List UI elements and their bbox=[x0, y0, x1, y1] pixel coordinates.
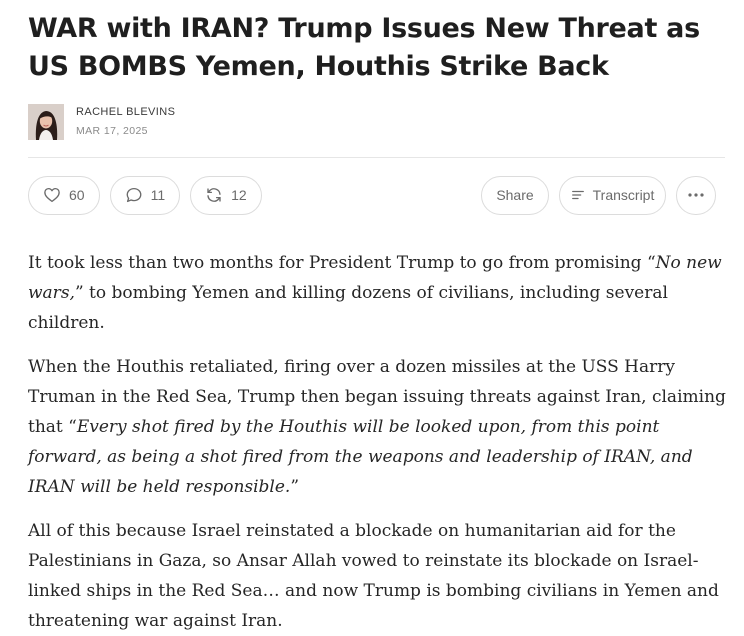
ellipsis-icon bbox=[687, 192, 705, 198]
author-avatar[interactable] bbox=[28, 104, 64, 140]
byline bbox=[28, 104, 716, 140]
share-label: Share bbox=[496, 187, 534, 203]
paragraph-2-quote: Every shot fired by the Houthis will be looked upon, from this point forward, as being a shot fired from the weapons and leadership of IRAN, and IRAN will be held responsible. bbox=[28, 417, 693, 497]
restack-button[interactable] bbox=[190, 176, 262, 215]
author-name[interactable]: RACHEL BLEVINS bbox=[76, 106, 176, 118]
paragraph-3: All of this because Israel reinstated a blockade on humanitarian aid for the Palestinians in Gaza, so Ansar Allah vowed to reinstate its blockade on Israel-linked ships in the Red Sea… and now Trump is bombing civilians in Yemen and threatening war against Iran. bbox=[28, 521, 719, 631]
share-button[interactable] bbox=[481, 176, 549, 215]
transcript-button[interactable] bbox=[559, 176, 666, 215]
comment-button[interactable] bbox=[110, 176, 181, 215]
paragraph-1 bbox=[28, 248, 728, 338]
transcript-label: Transcript bbox=[592, 187, 655, 203]
lines-icon bbox=[571, 188, 585, 202]
comment-count: 11 bbox=[150, 187, 166, 203]
more-options-button[interactable] bbox=[676, 176, 716, 215]
post-body bbox=[28, 248, 728, 636]
like-count: 60 bbox=[69, 187, 85, 203]
paragraph-1-text-a: It took less than two months for President Trump to go from promising “ bbox=[28, 253, 656, 273]
paragraph-2 bbox=[28, 352, 728, 502]
heart-icon bbox=[43, 186, 61, 204]
avatar-image bbox=[28, 104, 64, 140]
paragraph-1-text-b: ” to bombing Yemen and killing dozens of civilians, including several children. bbox=[28, 283, 668, 333]
post-date: MAR 17, 2025 bbox=[76, 125, 148, 137]
restack-arrows-icon bbox=[205, 186, 223, 204]
byline-text bbox=[76, 104, 175, 140]
paragraph-2-text-b: ” bbox=[290, 477, 300, 497]
post-title: WAR with IRAN? Trump Issues New Threat as US BOMBS Yemen, Houthis Strike Back bbox=[28, 13, 700, 82]
header-divider bbox=[28, 157, 725, 158]
restack-count: 12 bbox=[231, 187, 247, 203]
paragraph-2-text-a: When the Houthis retaliated, firing over a dozen missiles at the USS Harry Truman in the Red Sea, Trump then began issuing threats against Iran, claiming that “ bbox=[28, 357, 726, 437]
paragraph-1-quote: No new wars, bbox=[28, 253, 722, 303]
post-actions-bar bbox=[28, 175, 716, 215]
like-button[interactable] bbox=[28, 176, 100, 215]
comment-bubble-icon bbox=[125, 186, 143, 204]
